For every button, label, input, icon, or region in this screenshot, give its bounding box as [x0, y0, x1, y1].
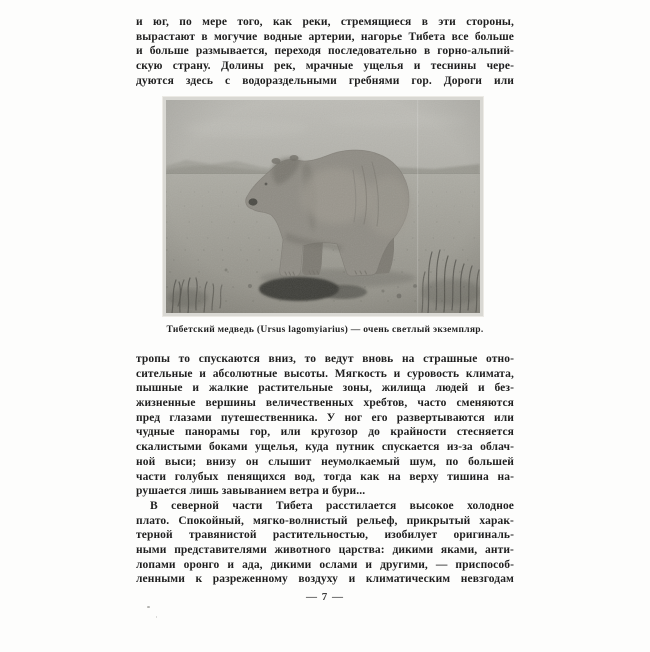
text-line: ленными к разреженному воздуху и климатическим невзгодам	[136, 573, 514, 586]
text-line: пышные и жалкие растительные зоны, жилища людей и без-	[136, 382, 514, 395]
text-line: рушается лишь завыванием ветра и бури...	[136, 485, 366, 498]
text-line: лопами оронго и ада, дикими ослами и другими, — приспособ-	[136, 558, 514, 571]
text-line: скалистыми боками ущелья, куда путник спускается из-за облач-	[136, 441, 514, 454]
text-line: чудные панорамы гор, или кругозор до крайности стесняется	[136, 426, 514, 439]
text-line: и юг, по мере того, как реки, стремящиеся в эти стороны,	[136, 16, 514, 28]
scan-speck	[156, 616, 157, 618]
paragraph-top	[136, 15, 514, 88]
text-line: части голубых пенящихся вод, тогда как на верху тишина на-	[136, 470, 514, 483]
paragraph-2	[136, 352, 514, 499]
text-line: терной травянистой растительностью, изобилует оригиналь-	[136, 529, 514, 542]
text-line: ными представителями животного царства: дикими яками, анти-	[136, 543, 514, 556]
bear-illustration	[166, 100, 480, 313]
text-line: тропы то спускаются вниз, то ведут вновь на страшные отно-	[136, 353, 514, 365]
paragraph-main	[136, 352, 514, 587]
paragraph-3	[136, 499, 514, 587]
photo-caption: Тибетский медведь (Ursus lagomyiarius) — очень светлый экземпляр.	[166, 325, 484, 335]
scan-speck	[147, 606, 150, 608]
page-number: — 7 —	[306, 591, 344, 603]
photo-vignette	[166, 100, 480, 313]
text-line: дуются здесь с водораздельными гребнями гор. Дороги или	[136, 74, 514, 87]
bear-photo	[163, 97, 483, 316]
text-line: вырастают в могучие водные артерии, нагорье Тибета все больше	[136, 30, 514, 43]
text-line: жизненные вершины величественных хребтов, часто сменяются	[136, 397, 514, 410]
text-line: плато. Спокойный, мягко-волнистый рельеф, прикрытый харак-	[136, 514, 514, 527]
text-line: В северной части Тибета расстилается высокое холодное	[150, 499, 514, 512]
text-line: сительные и абсолютные высоты. Мягкость и суровость климата,	[136, 367, 514, 380]
text-line: скую страну. Долины рек, мрачные ущелья и теснины чере-	[136, 60, 514, 73]
text-line: и больше размывается, переходя последовательно в горно-альпий-	[136, 45, 514, 58]
text-line: ной выси; внизу он слышит неумолкаемый шум, по большей	[136, 455, 514, 468]
text-line: пред глазами путешественника. У ног его развертываются или	[136, 411, 514, 424]
